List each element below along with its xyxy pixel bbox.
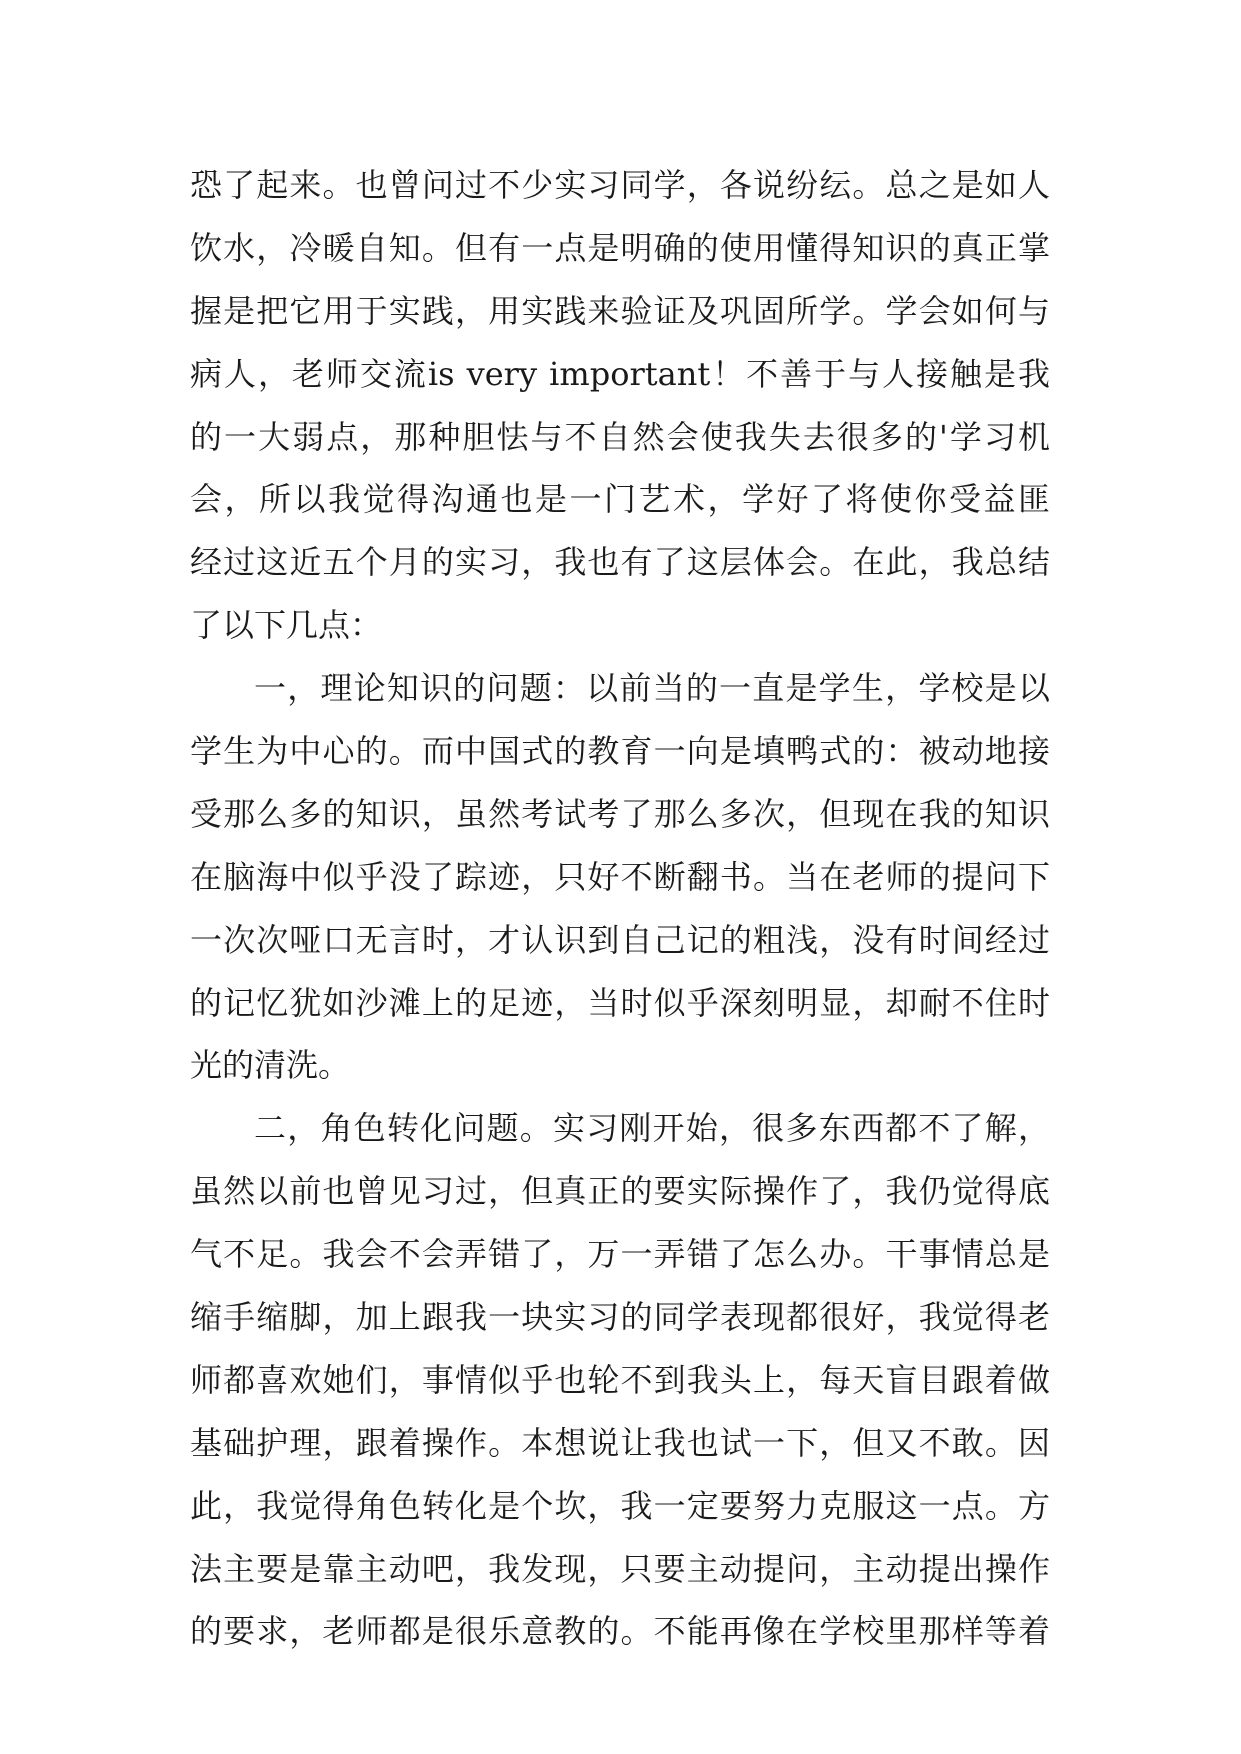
- text-line: 基础护理，跟着操作。本想说让我也试一下，但又不敢。因: [190, 1423, 1050, 1462]
- text-line: 经过这近五个月的实习，我也有了这层体会。在此，我总结: [190, 543, 1050, 582]
- text-line: 学生为中心的。而中国式的教育一向是填鸭式的：被动地接: [190, 732, 1050, 771]
- text-line: 恐了起来。也曾问过不少实习同学，各说纷纭。总之是如人: [190, 166, 1050, 204]
- text-line: 了以下几点：: [190, 606, 383, 645]
- text-line: 的记忆犹如沙滩上的足迹，当时似乎深刻明显，却耐不住时: [190, 983, 1050, 1022]
- text-line: 一，理论知识的问题：以前当的一直是学生，学校是以: [254, 669, 1050, 708]
- text-line: 受那么多的知识，虽然考试考了那么多次，但现在我的知识: [190, 794, 1050, 833]
- text-line: 饮水，冷暖自知。但有一点是明确的使用懂得知识的真正掌: [190, 228, 1050, 267]
- text-line: 的要求，老师都是很乐意教的。不能再像在学校里那样等着: [190, 1612, 1050, 1651]
- text-line: 二，角色转化问题。实习刚开始，很多东西都不了解，: [254, 1109, 1050, 1148]
- text-line: 法主要是靠主动吧，我发现，只要主动提问，主动提出操作: [190, 1549, 1050, 1588]
- text-line: 在脑海中似乎没了踪迹，只好不断翻书。当在老师的提问下: [190, 857, 1050, 896]
- body-text: [190, 154, 1050, 1663]
- text-line: 光的清洗。: [190, 1046, 351, 1085]
- text-line: 一次次哑口无言时，才认识到自己记的粗浅，没有时间经过: [190, 920, 1050, 959]
- text-line: 此，我觉得角色转化是个坎，我一定要努力克服这一点。方: [190, 1486, 1050, 1525]
- text-line: 虽然以前也曾见习过，但真正的要实际操作了，我仍觉得底: [190, 1172, 1050, 1211]
- text-line: 会，所以我觉得沟通也是一门艺术，学好了将使你受益匪: [190, 480, 1050, 519]
- text-line: 病人，老师交流is very important！不善于与人接触是我: [190, 354, 1050, 393]
- text-line: 师都喜欢她们，事情似乎也轮不到我头上，每天盲目跟着做: [190, 1360, 1050, 1399]
- text-line: 缩手缩脚，加上跟我一块实习的同学表现都很好，我觉得老: [190, 1298, 1050, 1337]
- text-line: 的一大弱点，那种胆怯与不自然会使我失去很多的'学习机: [190, 417, 1050, 456]
- text-line: 气不足。我会不会弄错了，万一弄错了怎么办。干事情总是: [190, 1235, 1050, 1274]
- text-line: 握是把它用于实践，用实践来验证及巩固所学。学会如何与: [190, 291, 1050, 330]
